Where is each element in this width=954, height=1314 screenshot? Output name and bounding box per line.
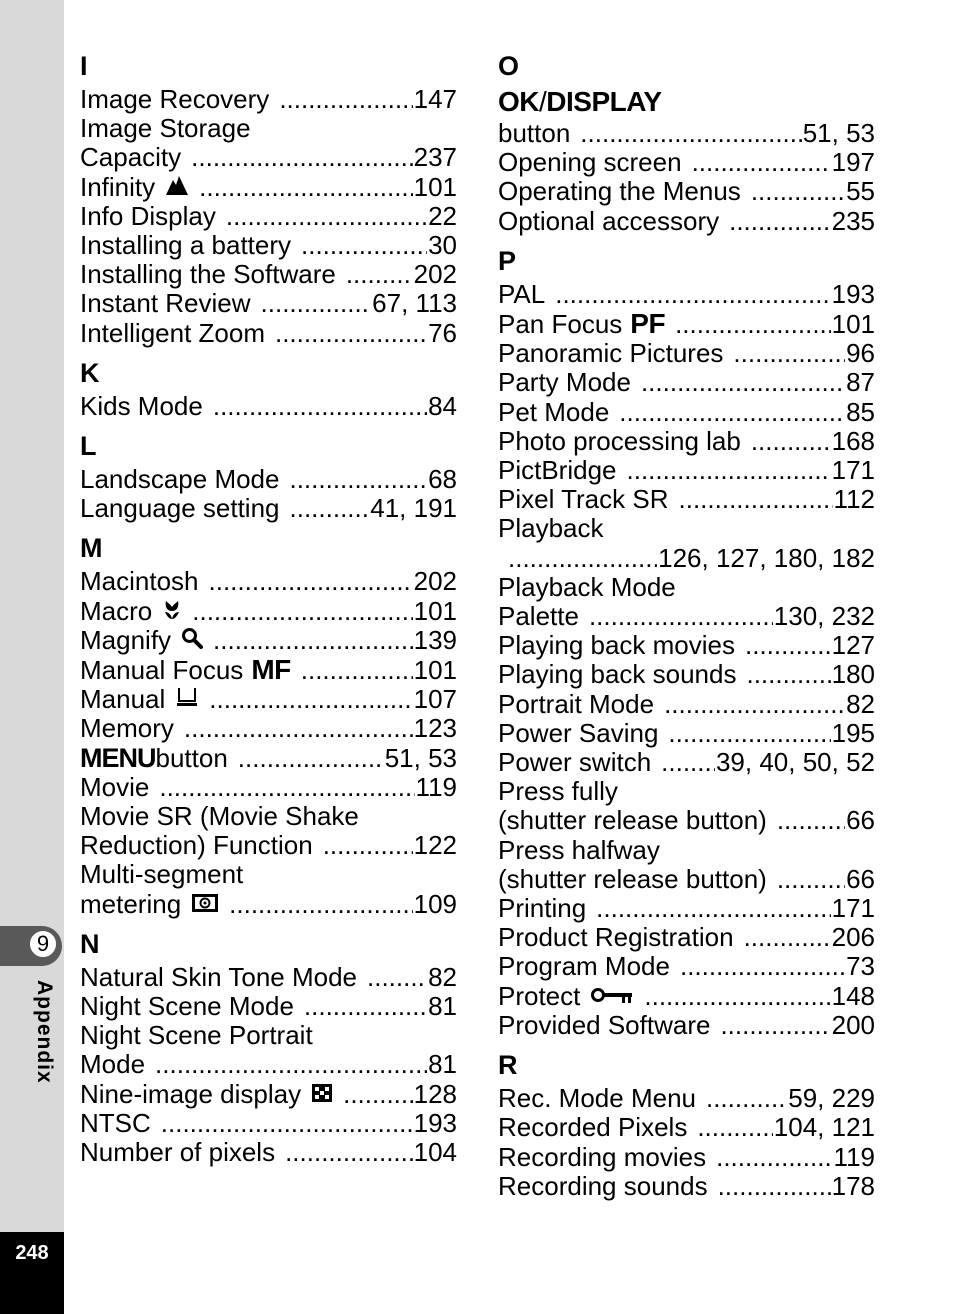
index-entry: Operating the Menus ..... 55 (498, 177, 875, 206)
index-entry: Manual Focus MF ..... 101 (80, 655, 457, 685)
index-entry: Kids Mode ..... 84 (80, 392, 457, 421)
index-entry: Manual ..... 107 (80, 685, 457, 714)
index-entry: Palette ..... 130, 232 (498, 602, 875, 631)
index-entry: Opening screen ..... 197 (498, 148, 875, 177)
index-entry: NTSC ..... 193 (80, 1109, 457, 1138)
chapter-number: 9 (28, 929, 58, 959)
index-entry: Memory ..... 123 (80, 714, 457, 743)
index-entry: ..... 126, 127, 180, 182 (498, 544, 875, 573)
index-entry: Pan Focus PF ..... 101 (498, 309, 875, 339)
index-entry: Recorded Pixels ..... 104, 121 (498, 1113, 875, 1142)
section-letter: M (80, 533, 103, 564)
section-letter: R (498, 1050, 518, 1081)
sidebar (0, 0, 64, 1314)
index-entry: Capacity ..... 237 (80, 143, 457, 172)
page-number: 248 (15, 1242, 49, 1264)
index-entry-line: Night Scene Portrait (80, 1020, 313, 1051)
index-entry: Playing back sounds ..... 180 (498, 660, 875, 689)
index-entry: (shutter release button) ..... 66 (498, 806, 875, 835)
index-entry: Playing back movies ..... 127 (498, 631, 875, 660)
manual-focus-mode-icon: MF (251, 654, 291, 686)
section-letter: P (498, 245, 517, 276)
index-entry-line: Press fully (498, 776, 618, 807)
index-entry: Language setting ..... 41, 191 (80, 494, 457, 523)
index-entry: Movie ..... 119 (80, 773, 457, 802)
index-entry: Natural Skin Tone Mode ..... 82 (80, 963, 457, 992)
manual-white-balance-icon (175, 685, 199, 714)
index-entry: (shutter release button) ..... 66 (498, 865, 875, 894)
index-entry: Installing the Software ..... 202 (80, 260, 457, 289)
index-entry: Nine-image display ..... 128 (80, 1080, 457, 1109)
index-section-p (498, 247, 875, 1040)
index-entry: metering ..... 109 (80, 890, 457, 919)
index-entry: Optional accessory ..... 235 (498, 207, 875, 236)
index-entry: Portrait Mode ..... 82 (498, 690, 875, 719)
index-entry: Product Registration ..... 206 (498, 923, 875, 952)
index-entry: Landscape Mode ..... 68 (80, 465, 457, 494)
nine-image-display-icon (311, 1080, 333, 1109)
index-entry: Magnify ..... 139 (80, 626, 457, 655)
index-entry-line: Press halfway (498, 834, 660, 865)
flower-icon (162, 597, 182, 626)
index-column-left (80, 52, 457, 1178)
ok-display-button-heading: OK/DISPLAY (498, 86, 662, 117)
index-entry: Pixel Track SR ..... 112 (498, 485, 875, 514)
section-letter: N (80, 928, 100, 959)
index-entry: MENU button ..... 51, 53 (80, 744, 457, 773)
index-entry: Night Scene Mode ..... 81 (80, 992, 457, 1021)
mountain-icon (165, 173, 189, 202)
index-entry: Power switch ..... 39, 40, 50, 52 (498, 748, 875, 777)
multi-segment-metering-icon (191, 890, 219, 919)
index-entry: Macro ..... 101 (80, 597, 457, 626)
section-letter: I (80, 51, 88, 81)
index-entry: Mode ..... 81 (80, 1050, 457, 1079)
index-entry: PictBridge ..... 171 (498, 456, 875, 485)
index-entry-line: Image Storage (80, 113, 251, 144)
index-entry: Recording movies ..... 119 (498, 1143, 875, 1172)
chapter-label: Appendix (33, 980, 56, 1084)
pan-focus-mode-icon: PF (630, 308, 666, 340)
index-section-n (80, 930, 457, 1167)
magnifier-icon (181, 626, 203, 655)
index-section-r (498, 1051, 875, 1201)
section-letter: K (80, 357, 100, 388)
index-entry-line: Movie SR (Movie Shake (80, 801, 359, 832)
index-entry: Instant Review ..... 67, 113 (80, 289, 457, 318)
index-entry-line: Playback Mode (498, 571, 676, 602)
index-entry: Image Recovery ..... 147 (80, 85, 457, 114)
index-entry: Photo processing lab ..... 168 (498, 427, 875, 456)
index-column-right (498, 52, 875, 1212)
index-section-l (80, 432, 457, 523)
index-entry: Macintosh ..... 202 (80, 567, 457, 596)
index-entry: Protect ..... 148 (498, 982, 875, 1011)
index-entry: Printing ..... 171 (498, 894, 875, 923)
section-letter: L (80, 431, 97, 462)
section-letter: O (498, 51, 520, 81)
index-entry: Infinity ..... 101 (80, 173, 457, 202)
index-entry: Recording sounds ..... 178 (498, 1172, 875, 1201)
index-entry: Party Mode ..... 87 (498, 368, 875, 397)
index-entry: Rec. Mode Menu ..... 59, 229 (498, 1084, 875, 1113)
index-section-m (80, 534, 457, 918)
index-entry: PAL ..... 193 (498, 280, 875, 309)
index-entry: Installing a battery ..... 30 (80, 231, 457, 260)
index-section-o (498, 52, 875, 236)
index-entry: button ..... 51, 53 (498, 119, 875, 148)
index-entry: Program Mode ..... 73 (498, 952, 875, 981)
index-entry: Panoramic Pictures ..... 96 (498, 339, 875, 368)
index-section-k (80, 359, 457, 421)
index-entry-line: Playback (498, 513, 604, 544)
index-entry: Info Display ..... 22 (80, 202, 457, 231)
index-entry-line: Multi-segment (80, 859, 244, 890)
index-entry: Number of pixels ..... 104 (80, 1138, 457, 1167)
menu-button-icon: MENU (80, 742, 156, 773)
index-entry: Intelligent Zoom ..... 76 (80, 319, 457, 348)
index-entry: Pet Mode ..... 85 (498, 398, 875, 427)
index-section-i (80, 52, 457, 348)
index-entry: Reduction) Function ..... 122 (80, 831, 457, 860)
index-entry: Provided Software ..... 200 (498, 1011, 875, 1040)
key-icon (590, 982, 634, 1011)
index-entry: Power Saving ..... 195 (498, 719, 875, 748)
